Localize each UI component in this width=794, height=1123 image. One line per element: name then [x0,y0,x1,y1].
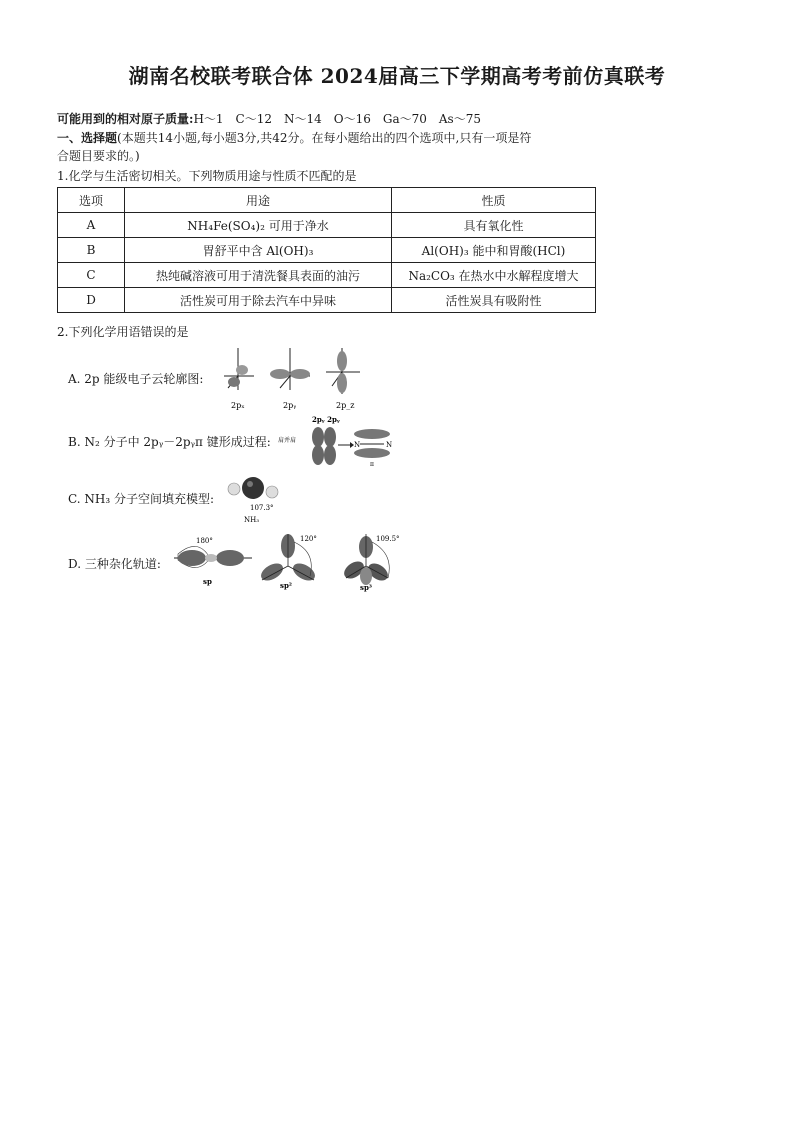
q2-stem: 2.下列化学用语错误的是 [57,325,189,339]
cell-option: D [58,288,125,313]
pi-bond-top-label: 2pᵧ 2pᵧ [312,415,340,424]
q1-stem: 1.化学与生活密切相关。下列物质用途与性质不匹配的是 [57,169,357,183]
sp2-angle-label: 120° [300,535,317,543]
atomic-mass-label: 可能用到的相对原子质量: [57,112,194,126]
cell-usage: 活性炭可用于除去汽车中异味 [125,288,392,313]
label-2px: 2pₓ [231,401,245,410]
side-by-side-label: 肩并肩 [278,437,297,444]
cell-option: C [58,263,125,288]
cell-option: B [58,238,125,263]
header-usage: 用途 [125,188,392,213]
sp2-orbital [258,534,318,590]
cell-usage: 胃舒平中含 Al(OH)₃ [125,238,392,263]
sp3-angle-label: 109.5° [376,535,400,543]
pi-bond-figure [278,412,393,472]
cell-property: 活性炭具有吸附性 [392,288,596,313]
p-orbital-y [270,348,310,390]
section-heading: 一、选择题 [57,131,118,145]
sp-angle-label: 180° [196,537,213,545]
nh3-model-figure [224,472,294,528]
p-orbital-z [326,348,360,394]
q2-option-d: D. 三种杂化轨道: [68,557,161,571]
p-orbital-x [224,348,254,390]
cell-option: A [58,213,125,238]
svg-text:N: N [354,441,361,449]
q2-option-c: C. NH₃ 分子空间填充模型: [68,492,215,506]
nh3-angle-label: 107.3° [250,504,274,512]
label-2py: 2pᵧ [283,401,297,410]
q1-table [57,187,596,313]
q2-option-a: A. 2p 能级电子云轮廓图: [68,372,204,386]
table-header-row [58,188,596,213]
atomic-mass-line [57,110,481,127]
header-property: 性质 [392,188,596,213]
nh3-label: NH₃ [244,516,260,524]
section-instructions-1: (本题共14小题,每小题3分,共42分。在每小题给出的四个选项中,只有一项是符 [117,131,532,145]
table-row [58,213,596,238]
page-title: 湖南名校联考联合体 2024届高三下学期高考考前仿真联考 [128,64,666,88]
section-heading-line [57,129,531,146]
atomic-mass-values: H～1 C～12 N～14 O～16 Ga～70 As～75 [193,112,481,126]
table-row [58,288,596,313]
cell-usage: NH₄Fe(SO₄)₂ 可用于净水 [125,213,392,238]
hybrid-orbital-figure [170,532,410,592]
table-row [58,238,596,263]
cell-property: 具有氧化性 [392,213,596,238]
q2-option-b: B. N₂ 分子中 2pᵧ－2pᵧπ 键形成过程: [68,435,271,449]
pi-label: π [370,461,374,468]
section-instructions-2: 合题目要求的。) [57,149,140,163]
p-orbital-figure [214,344,374,414]
sp-orbital [174,537,252,586]
table-row [58,263,596,288]
sp3-orbital [341,534,400,592]
svg-text:N: N [386,441,393,449]
sp3-label: sp³ [360,583,372,592]
label-2pz: 2p_z [336,401,355,410]
header-option: 选项 [58,188,125,213]
sp-label: sp [203,577,212,586]
cell-property: Al(OH)₃ 能中和胃酸(HCl) [392,238,596,263]
cell-usage: 热纯碱溶液可用于清洗餐具表面的油污 [125,263,392,288]
sp2-label: sp² [280,581,292,590]
cell-property: Na₂CO₃ 在热水中水解程度增大 [392,263,596,288]
